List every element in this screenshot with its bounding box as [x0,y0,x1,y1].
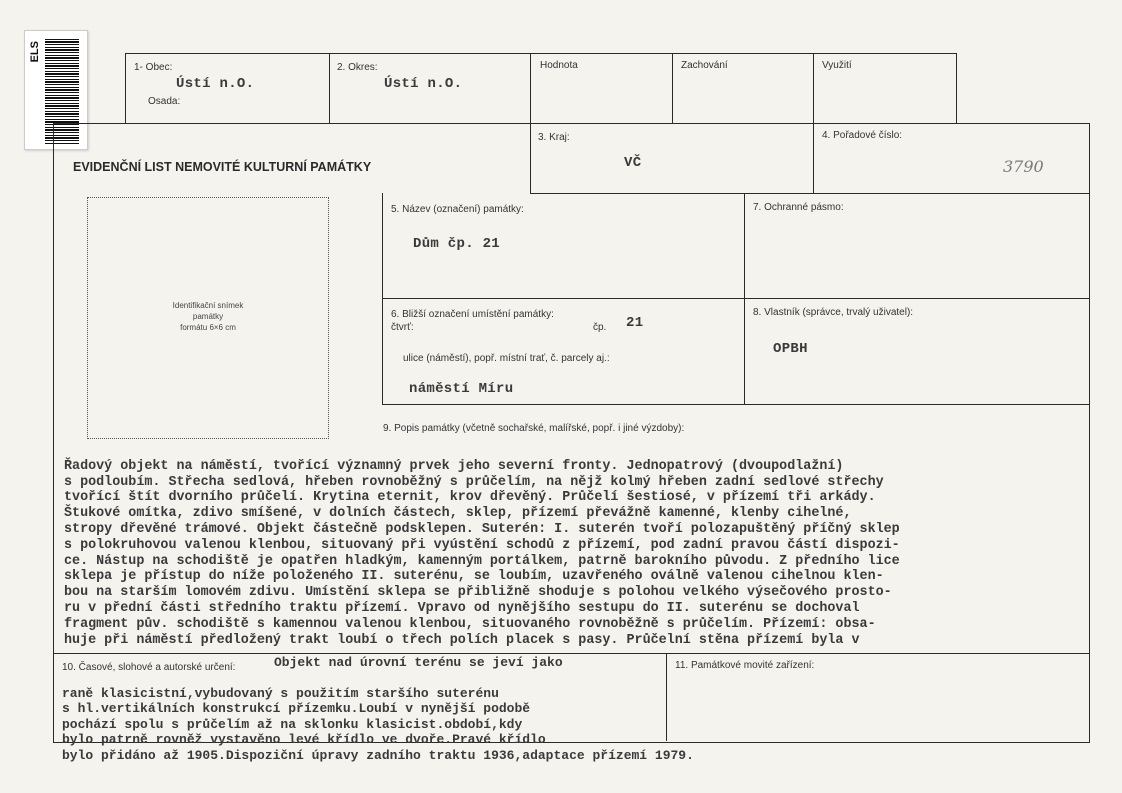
blizsi-label: 6. Bližší označení umístění památky: [391,309,554,320]
casove-line: pochází spolu s průčelím až na sklonku klasicist.období,kdy [62,716,523,732]
casove-label: 10. Časové, slohové a autorské určení: [62,662,236,673]
popis-line: ru v přední části středního traktu přízemí. Vpravo od nynějšího sestupu do II. suterénu se dochoval [64,600,860,616]
photo-line1: Identifikační snímek [172,301,244,310]
ulice-value: náměstí Míru [409,381,514,397]
zachovani-label: Zachování [681,60,728,71]
poradove-value: 3790 [1003,157,1044,176]
casove-line: bylo přidáno až 1905.Dispoziční úpravy zadního traktu 1936,adaptace přízemí 1979. [62,747,694,763]
casove-text [62,670,694,779]
popis-label: 9. Popis památky (včetně sochařské, malířské, popř. i jiné výzdoby): [383,423,685,434]
obec-label: 1- Obec: [134,62,173,73]
popis-line: stropy dřevěné trámové. Objekt částečně podsklepen. Suterén: I. suterén tvoří polozapuštěný příčný sklep [64,521,900,537]
obec-value: Ústí n.O. [176,76,255,92]
vyuziti-label: Využití [822,60,852,71]
cp-label: čp. [593,322,607,333]
casove-line: s hl.vertikálních konstrukcí přízemku.Loubí v nynější podobě [62,701,531,716]
okres-label: 2. Okres: [337,62,378,73]
ulice-label: ulice (náměstí), popř. místní trať, č. parcely aj.: [403,353,610,364]
casove-line: bylo patrně rovněž vystavěno levé křídlo ve dvoře.Pravé křídlo [62,732,546,747]
photo-line3: formátu 6×6 cm [180,323,236,332]
popis-line: huje při náměstí předložený trakt loubí o třech polích placek s pasy. Průčelní stěna přízemí byla v [64,632,860,648]
nazev-label: 5. Název (označení) památky: [391,204,524,215]
ochranne-label: 7. Ochranné pásmo: [753,202,844,213]
popis-text [64,443,900,664]
casove-line: Objekt nad úrovní terénu se jeví jako [274,655,563,670]
movite-label: 11. Památkové movité zařízení: [675,660,815,671]
popis-line: s polokruhovou valenou klenbou, situovaný při vyústění schodů z přízemí, pod zadní pravou částí dispozi- [64,537,900,553]
vlastnik-value: OPBH [773,341,808,357]
hodnota-label: Hodnota [540,60,578,71]
popis-line: tvořící štít dvorního průčelí. Krytina eternit, krov dřevěný. Průčelí šestiosé, v přízemí tři arkády. [64,490,876,506]
photo-placeholder [87,197,329,439]
popis-line: fragment pův. schodiště s kamennou valenou klenbou, situovaného rovnoběžně s průčelím. Přízemí: obsa- [64,616,876,632]
vlastnik-label: 8. Vlastník (správce, trvalý uživatel): [753,307,914,318]
kraj-value: VČ [624,155,642,171]
popis-line: ce. Nástup na schodiště je opatřen hladkým, kamenným portálkem, patrně barokního původu. Z předního lice [64,553,900,569]
cp-value: 21 [626,315,644,331]
nazev-value: Dům čp. 21 [413,236,501,252]
popis-line: bou na starším lomovém zdivu. Umístění sklepa se přibližně shoduje s polohou velkého výsečového prosto- [64,585,892,601]
poradove-label: 4. Pořadové číslo: [822,130,903,141]
okres-value: Ústí n.O. [384,76,463,92]
tag-code: ELS [29,41,41,63]
photo-line2: památky [192,312,224,321]
ctvrt-label: čtvrť: [391,322,414,333]
popis-line: sklepa je přístup do níže položeného II. suterénu, se loubím, uzavřeného oválně valenou cihelnou klen- [64,569,884,585]
osada-label: Osada: [148,96,181,107]
popis-line: s podloubím. Střecha sedlová, hřeben rovnoběžný s průčelím, na nějž kolmý hřeben zadní sedlové střechy [64,474,884,490]
casove-line: raně klasicistní,vybudovaný s použitím staršího suterénu [62,685,499,701]
popis-line: Řadový objekt na náměstí, tvořící významný prvek jeho severní fronty. Jednopatrový (dvoupodlažní) [64,458,844,474]
popis-line: Štukové omítka, zdivo smíšené, v dolních částech, sklep, přízemí převážně kamenné, klenby cihelné, [64,506,852,522]
form-title: EVIDENČNÍ LIST NEMOVITÉ KULTURNÍ PAMÁTKY [73,160,372,174]
kraj-label: 3. Kraj: [538,132,570,143]
